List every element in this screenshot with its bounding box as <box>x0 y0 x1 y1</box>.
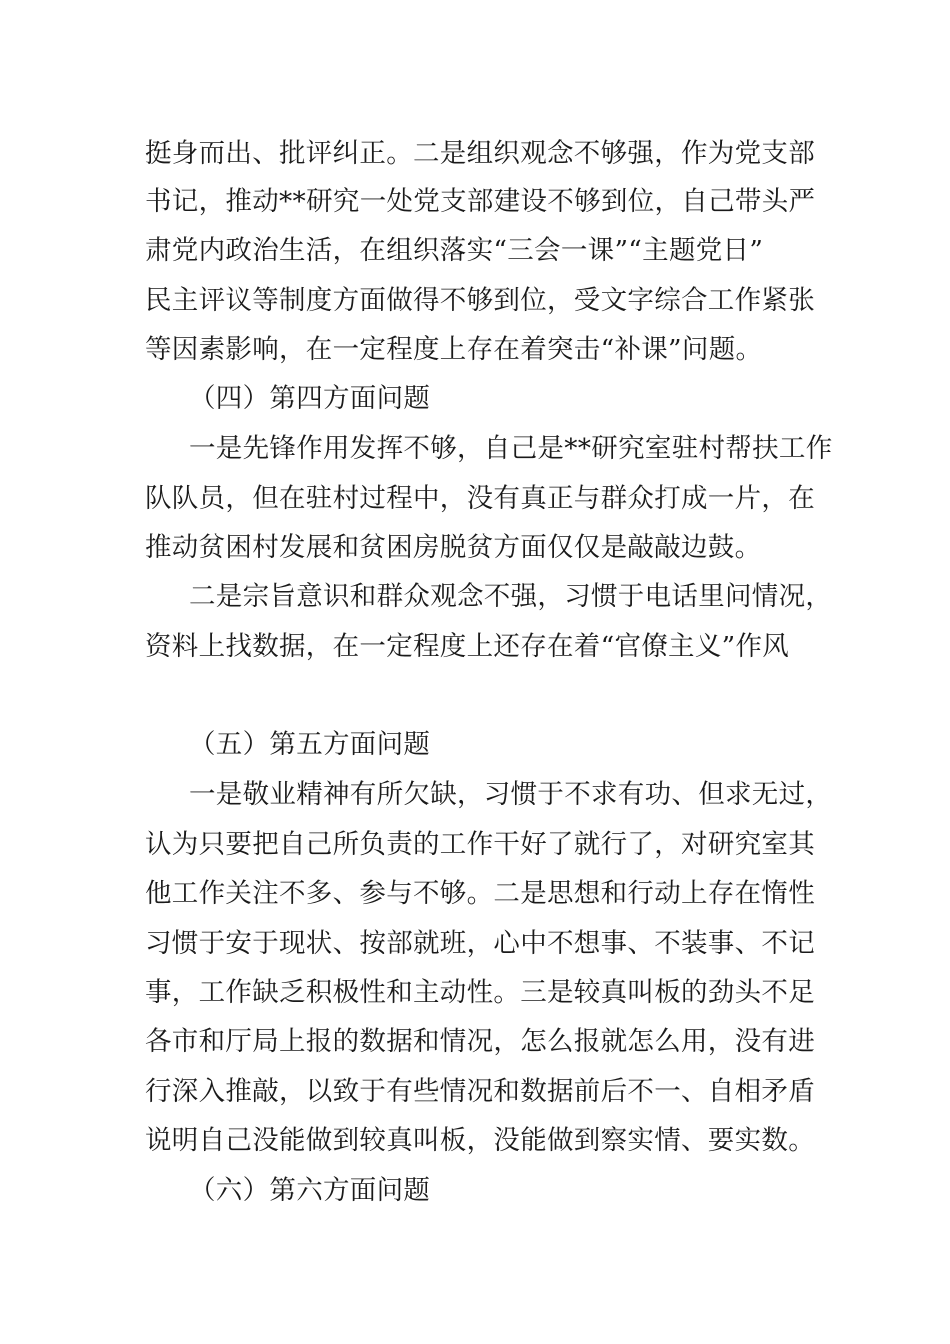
body-text-line: 资料上找数据，在一定程度上还存在着“官僚主义”作风 <box>145 631 790 662</box>
body-text-line: 一是先锋作用发挥不够，自己是**研究室驻村帮扶工作 <box>189 433 833 464</box>
section-heading-5: （五）第五方面问题 <box>189 729 431 760</box>
body-text-line: 队队员，但在驻村过程中，没有真正与群众打成一片，在 <box>145 483 815 514</box>
body-text-line: 等因素影响，在一定程度上存在着突击“补课”问题。 <box>145 334 763 365</box>
body-text-line: 习惯于安于现状、按部就班，心中不想事、不装事、不记 <box>145 928 815 959</box>
body-text-line: 书记，推动**研究一处党支部建设不够到位，自己带头严 <box>145 186 816 217</box>
body-text-line: 事，工作缺乏积极性和主动性。三是较真叫板的劲头不足 <box>145 977 815 1008</box>
body-text-line: 挺身而出、批评纠正。二是组织观念不够强，作为党支部 <box>145 138 815 169</box>
body-text-line: 肃党内政治生活，在组织落实“三会一课”“主题党日” <box>145 235 764 266</box>
section-heading-4: （四）第四方面问题 <box>189 383 431 414</box>
body-text-line: 民主评议等制度方面做得不够到位，受文字综合工作紧张 <box>145 285 815 316</box>
body-text-line: 他工作关注不多、参与不够。二是思想和行动上存在惰性 <box>145 878 815 909</box>
body-text-line: 二是宗旨意识和群众观念不强，习惯于电话里问情况， <box>189 581 833 612</box>
body-text-line: 一是敬业精神有所欠缺，习惯于不求有功、但求无过， <box>189 779 833 810</box>
body-text-line: 各市和厅局上报的数据和情况，怎么报就怎么用，没有进 <box>145 1026 815 1057</box>
section-heading-6: （六）第六方面问题 <box>189 1175 431 1206</box>
body-text-line: 推动贫困村发展和贫困房脱贫方面仅仅是敲敲边鼓。 <box>145 532 762 563</box>
body-text-line: 认为只要把自己所负责的工作干好了就行了，对研究室其 <box>145 829 815 860</box>
body-text-line: 行深入推敲，以致于有些情况和数据前后不一、自相矛盾 <box>145 1076 815 1107</box>
body-text-line: 说明自己没能做到较真叫板，没能做到察实情、要实数。 <box>145 1125 815 1156</box>
